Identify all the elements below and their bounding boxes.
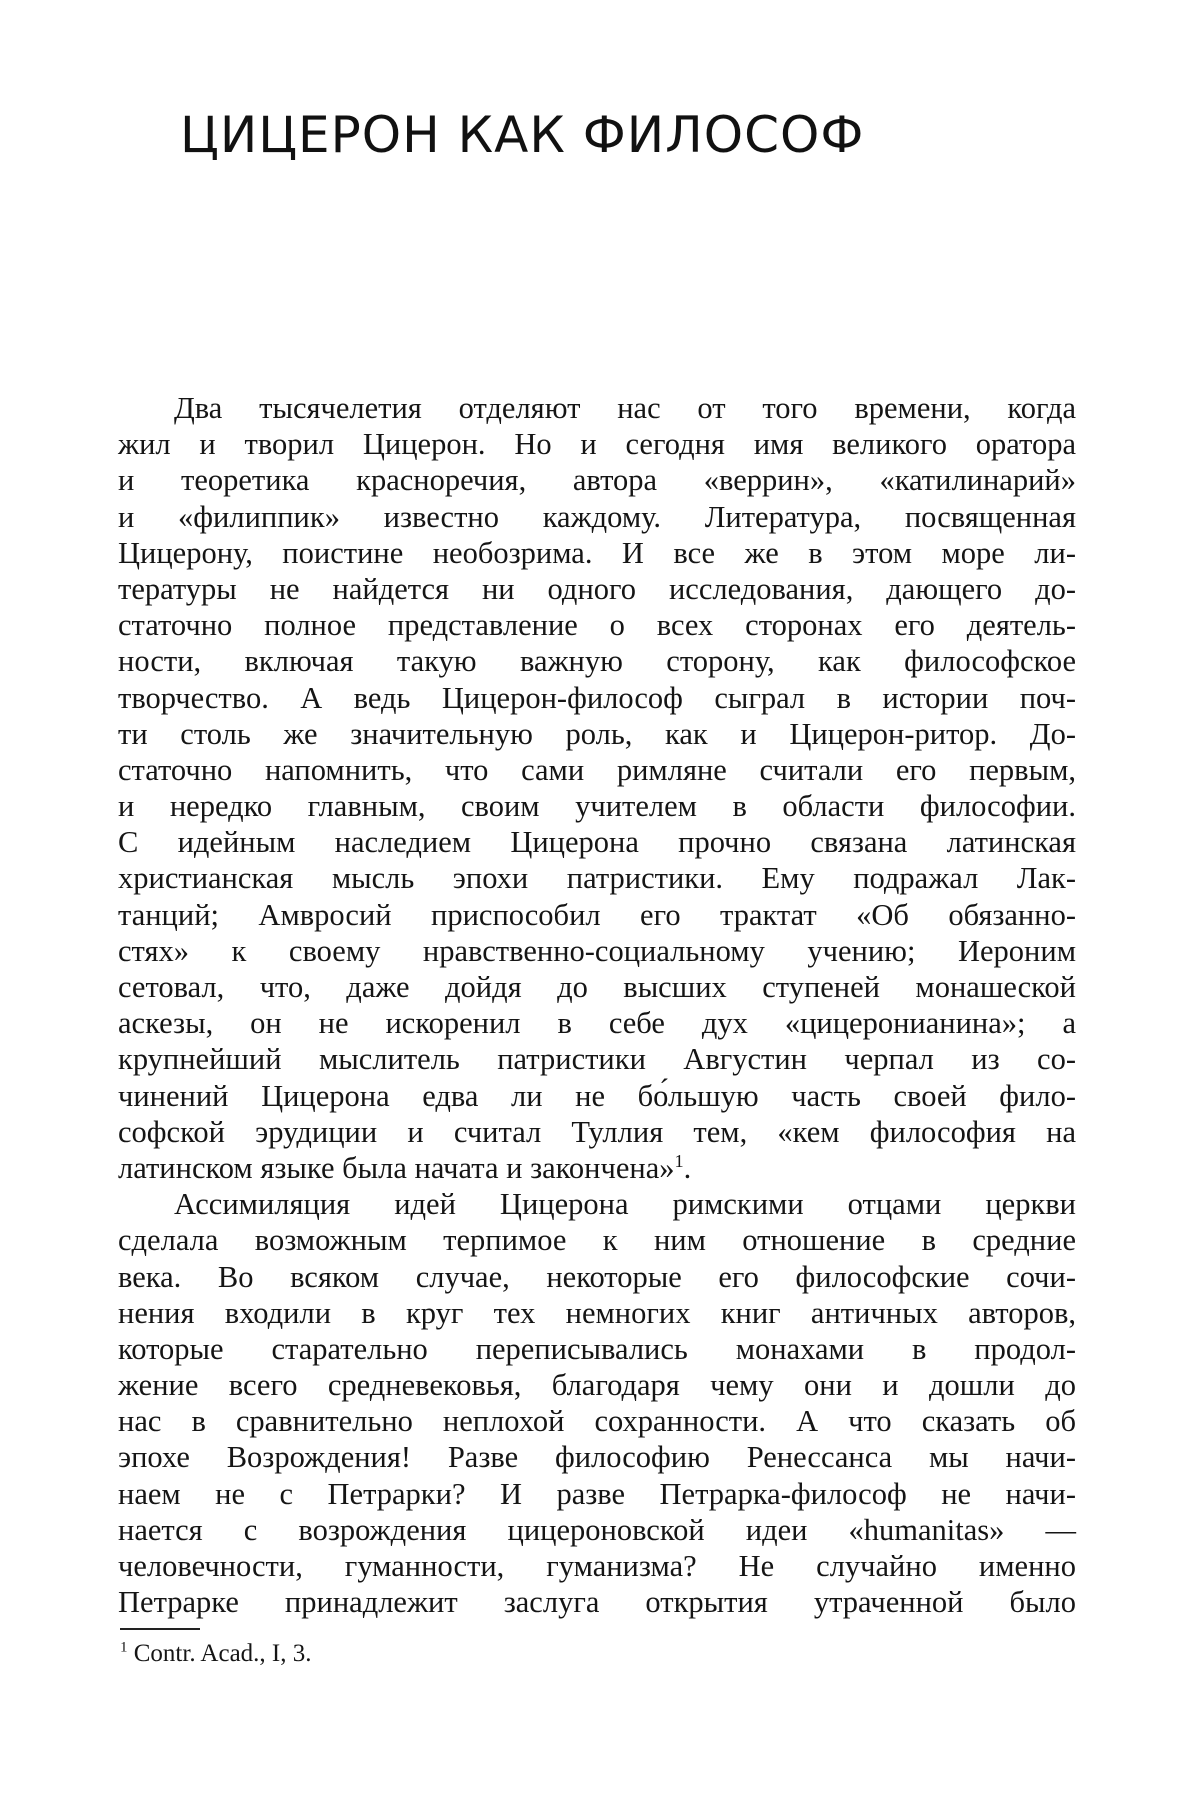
text-line: нения входили в круг тех немногих книг античных авторов, — [118, 1295, 1076, 1330]
text-line: жил и творил Цицерон. Но и сегодня имя великого оратора — [118, 427, 1076, 462]
text-line: тературы не найдется ни одного исследования, дающего до- — [118, 571, 1076, 606]
text-line: чинений Цицерона едва ли не бо́льшую часть своей фило- — [118, 1078, 1076, 1113]
page-title: ЦИЦЕРОН КАК ФИЛОСОФ — [180, 106, 865, 164]
text-line: С идейным наследием Цицерона прочно связана латинская — [118, 825, 1076, 860]
text-line: нается с возрождения цицероновской идеи «humanitas» — — [118, 1512, 1076, 1547]
text-line: Ассимиляция идей Цицерона римскими отцами церкви — [174, 1187, 1076, 1222]
text-line: статочно полное представление о всех сторонах его деятель- — [118, 608, 1076, 643]
text-line: и теоретика красноречия, автора «веррин», «катилинарий» — [118, 463, 1076, 498]
text-line: и нередко главным, своим учителем в области философии. — [118, 789, 1076, 824]
text-line: Цицерону, поистине необозрима. И все же в этом море ли- — [118, 535, 1076, 570]
text-line: Петрарке принадлежит заслуга открытия утраченной было — [118, 1585, 1076, 1620]
text-line: сделала возможным терпимое к ним отношение в средние — [118, 1223, 1076, 1258]
text-line: христианская мысль эпохи патристики. Ему подражал Лак- — [118, 861, 1076, 896]
text-line: софской эрудиции и считал Туллия тем, «кем философия на — [118, 1114, 1076, 1149]
footnote — [120, 1640, 312, 1668]
text-line-with-footnote: латинском языке была начата и закончена»$^1$. — [118, 1150, 692, 1185]
text-line: жение всего средневековья, благодаря чему они и дошли до — [118, 1368, 1076, 1403]
text-line: крупнейший мыслитель патристики Августин черпал из со- — [118, 1042, 1076, 1077]
text-line: наем не с Петрарки? И разве Петрарка-философ не начи- — [118, 1476, 1076, 1511]
text-line: статочно напомнить, что сами римляне считали его первым, — [118, 752, 1076, 787]
text-line: латинском языке была начата и закончена» — [118, 1150, 675, 1185]
text-line: эпохе Возрождения! Разве философию Ренессанса мы начи- — [118, 1440, 1076, 1475]
paragraph-2 — [118, 1186, 1076, 1620]
text-line: Два тысячелетия отделяют нас от того времени, когда — [174, 391, 1076, 425]
text-line: творчество. А ведь Цицерон-философ сыграл в истории поч- — [118, 680, 1076, 715]
paragraph-1 — [118, 390, 1076, 1186]
text-line: которые старательно переписывались монахами в продол- — [118, 1331, 1076, 1366]
text-line: аскезы, он не искоренил в себе дух «цицеронианина»; а — [118, 1006, 1076, 1041]
text-line: сетовал, что, даже дойдя до высших ступеней монашеской — [118, 970, 1076, 1004]
footnote-reference[interactable]: 1 — [674, 1150, 684, 1171]
text-line: и «филиппик» известно каждому. Литература, посвященная — [118, 499, 1076, 534]
text-line: танций; Амвросий приспособил его трактат «Об обязанно- — [118, 897, 1076, 932]
footnote-marker: 1 — [120, 1639, 128, 1656]
text-line: стях» к своему нравственно-социальному учению; Иероним — [118, 933, 1076, 968]
text-line: человечности, гуманности, гуманизма? Не случайно именно — [118, 1549, 1076, 1583]
text-line: ти столь же значительную роль, как и Цицерон-ритор. До- — [118, 716, 1076, 751]
footnote-divider — [120, 1628, 200, 1630]
body-text — [118, 390, 1076, 1620]
text-line: нас в сравнительно неплохой сохранности. А что сказать об — [118, 1404, 1076, 1439]
footnote-text: Contr. Acad., I, 3. — [133, 1640, 312, 1667]
text-line: ности, включая такую важную сторону, как философское — [118, 644, 1076, 679]
text-line: века. Во всяком случае, некоторые его философские сочи- — [118, 1259, 1076, 1294]
